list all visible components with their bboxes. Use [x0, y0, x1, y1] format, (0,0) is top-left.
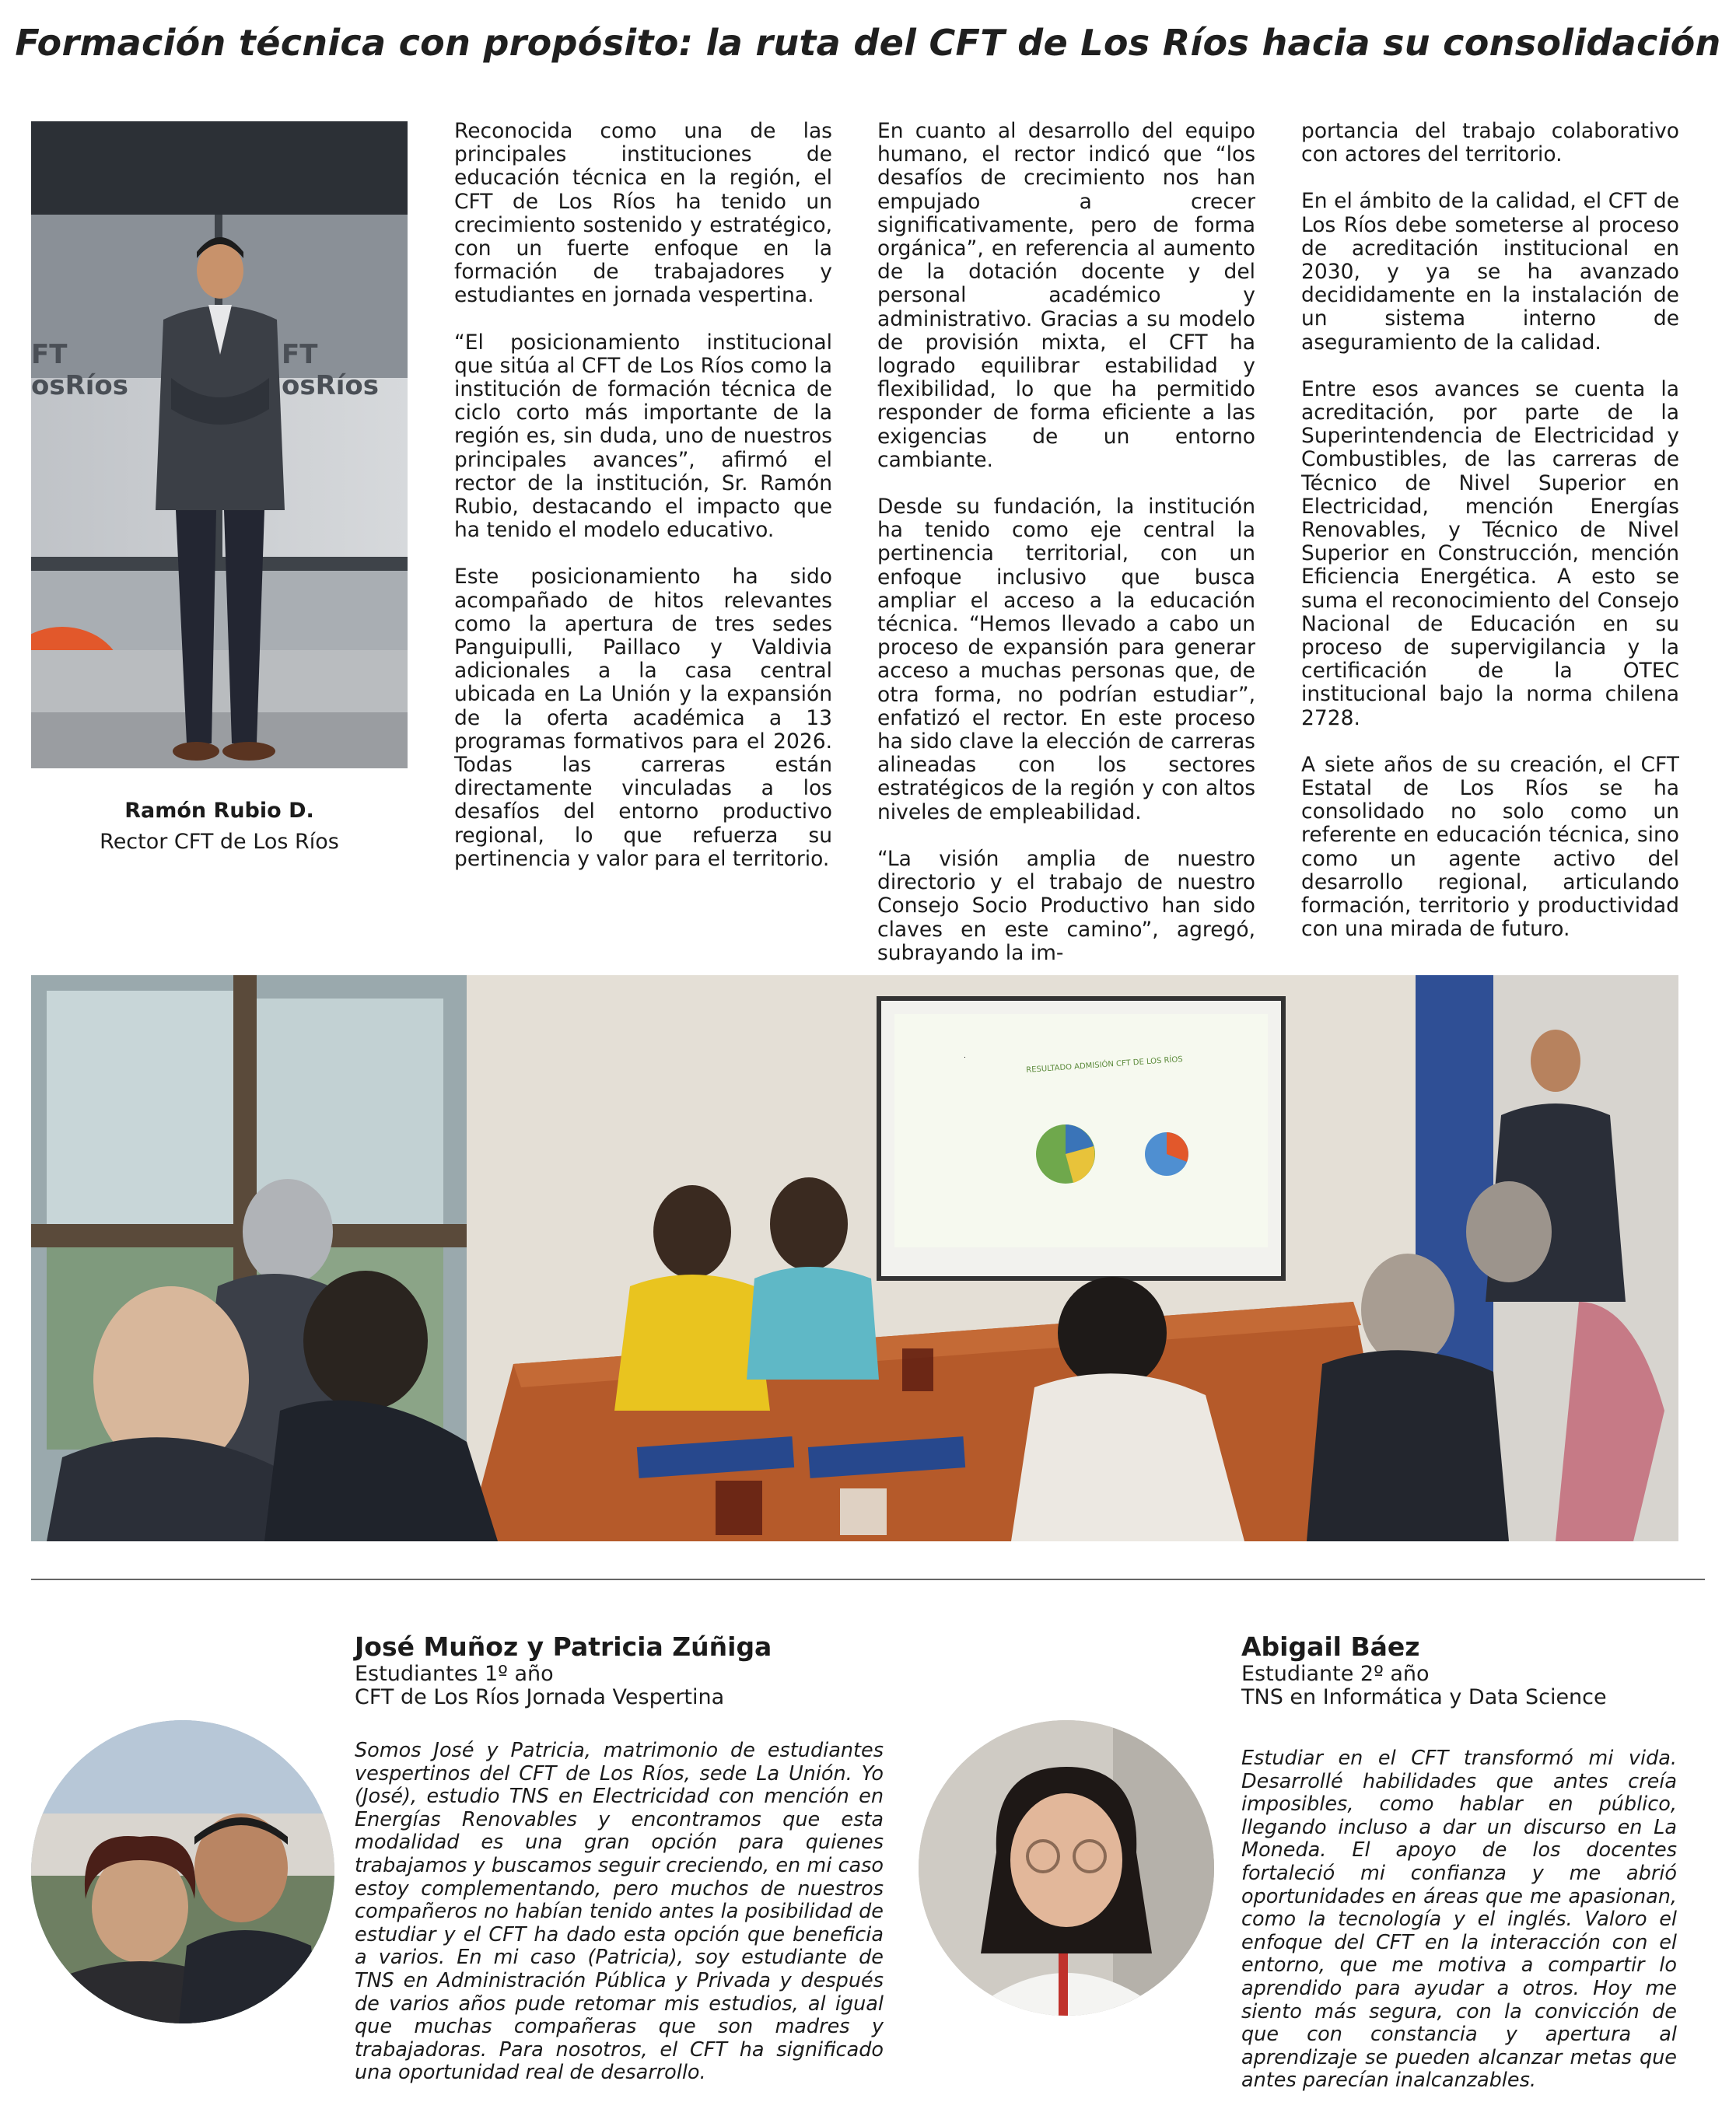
paragraph: En cuanto al desarrollo del equipo humano, el rector indicó que “los desafíos de crecimiento nos han empujado a crecer significativamente, pero de forma orgánica”, en referencia al aumento de la dotación docente y del personal académico y administrativo. Gracias a su modelo de provisión mixta, el CFT ha logrado equilibrar estabilidad y flexibilidad, lo que ha permitido responder de forma eficiente a las exigencias de un entorno cambiante. — [877, 119, 1255, 472]
meeting-photo — [31, 975, 1678, 1541]
paragraph: Reconocida como una de las principales instituciones de educación técnica en la región, el CFT de Los Ríos ha tenido un crecimiento sostenido y estratégico, con un fuerte enfoque en la formación de trabajadores y estudiantes en jornada vespertina. — [454, 119, 832, 308]
testimonial-1-quote: Somos José y Patricia, matrimonio de estudiantes vespertinos del CFT de Los Ríos, sede La Unión. Yo (José), estudio TNS en Electricidad con mención en Energías Renovables y encontramos que esta modalidad es una gran opción para quienes trabajamos y buscamos seguir creciendo, en mi caso estoy complementando, pero muchos de nuestros compañeros no habían tenido antes la posibilidad de estudiar y el CFT ha dado esta opción que beneficia a varios. En mi caso (Patricia), soy estudiante de TNS en Administración Pública y Privada y después de varios años pude retomar mis estudios, al igual que muchas compañeras que son madres y trabajadoras. Para nosotros, el CFT ha significado una oportunidad real de desarrollo. — [355, 1739, 884, 2085]
testimonial-name: José Muñoz y Patricia Zúñiga — [355, 1632, 772, 1662]
paragraph: Desde su fundación, la institución ha tenido como eje central la pertinencia territorial, con un enfoque inclusivo que busca ampliar el acceso a la educación técnica. “Hemos llevado a cabo un proceso de expansión para generar acceso a muchas personas que, de otra forma, no podrían estudiar”, enfatizó el rector. En este proceso ha sido clave la elección de carreras alineadas con los sectores estratégicos de la región y con altos niveles de empleabilidad. — [877, 495, 1255, 824]
couple-illustration — [31, 1720, 334, 2023]
paragraph: A siete años de su creación, el CFT Estatal de Los Ríos se ha consolidado no solo como un referente en educación técnica, sino como un agente activo del desarrollo regional, articulando formación, territorio y productividad con una mirada de futuro. — [1301, 752, 1679, 942]
testimonial-program: CFT de Los Ríos Jornada Vespertina — [355, 1685, 725, 1709]
paragraph: portancia del trabajo colaborativo con actores del territorio. — [1301, 119, 1679, 167]
paragraph: Este posicionamiento ha sido acompañado de hitos relevantes como la apertura de tres sedes Panguipulli, Paillaco y Valdivia adicionales a la casa central ubicada en La Unión y la expansión de la oferta académica a 13 programas formativos para el 2026. Todas las carreras están directamente vinculadas a los desafíos del entorno productivo regional, lo que refuerza su pertinencia y valor para el territorio. — [454, 565, 832, 871]
rector-portrait-photo — [31, 121, 408, 768]
slide-title: RESULTADO ADMISIÓN CFT DE LOS RÍOS — [1025, 1054, 1184, 1075]
testimonial-program: TNS en Informática y Data Science — [1241, 1685, 1607, 1709]
caption-name: Ramón Rubio D. — [124, 799, 314, 823]
testimonial-role: Estudiante 2º año — [1241, 1662, 1430, 1686]
testimonial-2-header — [1241, 1632, 1677, 1709]
testimonial-role: Estudiantes 1º año — [355, 1662, 554, 1686]
portrait-illustration — [31, 121, 408, 768]
paragraph: “La visión amplia de nuestro directorio y el trabajo de nuestro Consejo Socio Productivo han sido claves en este camino”, agregó, subrayando la im- — [877, 846, 1255, 965]
testimonial-2-quote: Estudiar en el CFT transformó mi vida. Desarrollé habilidades que antes creía imposibles, como hablar en público, llegando incluso a dar un discurso en La Moneda. El apoyo de los docentes fortaleció mi confianza y me abrió oportunidades en áreas que me apasionan, como la tecnología y el inglés. Valoro el enfoque del CFT en la interacción con el entorno, que me motiva a compartir lo aprendido para ayudar a otros. Hoy me siento más segura, con la convicción de que con constancia y apertura al aprendizaje se pueden alcanzar metas que antes parecían inalcanzables. — [1241, 1747, 1677, 2093]
testimonial-name: Abigail Báez — [1241, 1632, 1420, 1662]
article-column-3 — [1301, 120, 1679, 965]
section-divider — [31, 1579, 1705, 1580]
meeting-illustration — [31, 975, 1678, 1541]
couple-photo — [31, 1720, 334, 2023]
caption-role: Rector CFT de Los Ríos — [100, 830, 339, 854]
portrait-caption — [31, 796, 408, 858]
paragraph: “El posicionamiento institucional que sitúa al CFT de Los Ríos como la institución de formación técnica de ciclo corto más importante de la región es, sin duda, uno de nuestros principales avances”, afirmó el rector de la institución, Sr. Ramón Rubio, destacando el impacto que ha tenido el modelo educativo. — [454, 330, 832, 543]
glass-logo-left: FT osRíos — [31, 339, 129, 401]
paragraph: Entre esos avances se cuenta la acreditación, por parte de la Superintendencia de Electricidad y Combustibles, de las carreras de Técnico de Nivel Superior en Electricidad, mención Energías Renovables, y Técnico de Nivel Superior en Construcción, mención Eficiencia Energética. A esto se suma el reconocimiento del Consejo Nacional de Educación en su proceso de supervigilancia y la certificación de la OTEC institucional bajo la norma chilena 2728. — [1301, 376, 1679, 730]
paragraph: En el ámbito de la calidad, el CFT de Los Ríos debe someterse al proceso de acreditación institucional en 2030, y ya se ha avanzado decididamente en la instalación de un sistema interno de aseguramiento de la calidad. — [1301, 189, 1679, 355]
article-column-2 — [877, 120, 1255, 988]
glass-logo-right: FT osRíos — [282, 339, 380, 401]
article-column-1 — [454, 120, 832, 894]
student-illustration — [919, 1720, 1214, 2016]
testimonial-1-header — [355, 1632, 790, 1709]
article-title: Formación técnica con propósito: la ruta del CFT de Los Ríos hacia su consolidación — [15, 22, 1721, 64]
student-photo — [919, 1720, 1214, 2016]
